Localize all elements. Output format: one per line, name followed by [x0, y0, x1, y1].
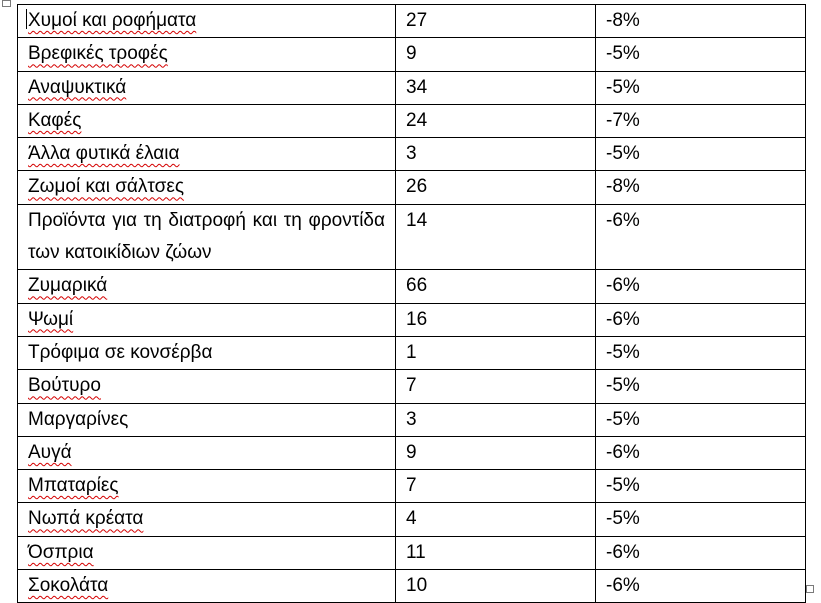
table-row	[18, 303, 806, 336]
product-name-cell[interactable]	[18, 138, 396, 171]
table-move-handle[interactable]	[2, 0, 11, 7]
table-row	[18, 270, 806, 303]
count-cell[interactable]: 9	[396, 38, 596, 71]
product-name-cell[interactable]	[18, 436, 396, 469]
table-row	[18, 336, 806, 369]
product-name: Προϊόντα για τη διατροφή και τη φροντίδα των κατοικίδιων ζώων	[28, 209, 385, 264]
product-name-cell[interactable]	[18, 171, 396, 204]
table-row	[18, 403, 806, 436]
count-cell[interactable]: 24	[396, 104, 596, 137]
product-name-cell[interactable]	[18, 270, 396, 303]
table-row	[18, 503, 806, 536]
count-cell[interactable]: 9	[396, 436, 596, 469]
count-cell[interactable]: 3	[396, 403, 596, 436]
change-cell[interactable]: -5%	[596, 370, 806, 403]
change-cell[interactable]: -5%	[596, 336, 806, 369]
table-body	[18, 5, 806, 603]
table-row	[18, 536, 806, 569]
products-table	[17, 4, 806, 603]
change-cell[interactable]: -5%	[596, 38, 806, 71]
product-name: Ζωμοί και σάλτσες	[28, 176, 185, 198]
product-name-cell[interactable]	[18, 303, 396, 336]
table-row	[18, 104, 806, 137]
change-cell[interactable]: -8%	[596, 171, 806, 204]
count-cell[interactable]: 4	[396, 503, 596, 536]
product-name: Αυγά	[28, 441, 72, 463]
table-row	[18, 470, 806, 503]
change-cell[interactable]: -5%	[596, 403, 806, 436]
product-name: Τρόφιμα σε κονσέρβα	[28, 341, 213, 363]
product-name-cell[interactable]	[18, 570, 396, 603]
count-cell[interactable]: 26	[396, 171, 596, 204]
product-name-cell[interactable]	[18, 470, 396, 503]
change-cell[interactable]: -5%	[596, 71, 806, 104]
count-cell[interactable]: 11	[396, 536, 596, 569]
count-cell[interactable]: 7	[396, 370, 596, 403]
change-cell[interactable]: -6%	[596, 303, 806, 336]
product-name-cell[interactable]	[18, 71, 396, 104]
product-name-cell[interactable]	[18, 336, 396, 369]
product-name-cell[interactable]	[18, 536, 396, 569]
change-cell[interactable]: -6%	[596, 536, 806, 569]
product-name: Καφές	[28, 109, 82, 131]
table-row	[18, 370, 806, 403]
table-row	[18, 71, 806, 104]
table-resize-handle[interactable]	[806, 585, 814, 593]
product-name: Αναψυκτικά	[28, 76, 127, 98]
product-name: Χυμοί και ροφήματα	[28, 10, 197, 31]
table-row	[18, 570, 806, 603]
count-cell[interactable]: 27	[396, 5, 596, 38]
product-name: Σοκολάτα	[28, 575, 109, 597]
table-row	[18, 204, 806, 270]
change-cell[interactable]: -6%	[596, 570, 806, 603]
count-cell[interactable]: 1	[396, 336, 596, 369]
table-row	[18, 171, 806, 204]
count-cell[interactable]: 3	[396, 138, 596, 171]
table-row	[18, 138, 806, 171]
product-name-cell[interactable]	[18, 38, 396, 71]
product-name-cell[interactable]	[18, 104, 396, 137]
product-name: Μπαταρίες	[28, 475, 119, 497]
count-cell[interactable]: 14	[396, 204, 596, 270]
product-name: Βούτυρο	[28, 375, 101, 397]
change-cell[interactable]: -5%	[596, 138, 806, 171]
change-cell[interactable]: -8%	[596, 5, 806, 38]
change-cell[interactable]: -5%	[596, 470, 806, 503]
product-name: Ζυμαρικά	[28, 275, 108, 297]
text-cursor	[26, 9, 27, 29]
count-cell[interactable]: 34	[396, 71, 596, 104]
product-name-cell[interactable]	[18, 5, 396, 38]
product-name: Μαργαρίνες	[28, 408, 129, 430]
change-cell[interactable]: -6%	[596, 436, 806, 469]
count-cell[interactable]: 66	[396, 270, 596, 303]
product-name: Όσπρια	[28, 541, 94, 563]
product-name: Νωπά κρέατα	[28, 508, 144, 530]
product-name-cell[interactable]	[18, 403, 396, 436]
change-cell[interactable]: -6%	[596, 270, 806, 303]
change-cell[interactable]: -6%	[596, 204, 806, 270]
product-name: Άλλα φυτικά έλαια	[28, 143, 180, 165]
count-cell[interactable]: 7	[396, 470, 596, 503]
table-row	[18, 5, 806, 38]
product-name: Ψωμί	[28, 308, 74, 330]
table-row	[18, 436, 806, 469]
change-cell[interactable]: -7%	[596, 104, 806, 137]
product-name-cell[interactable]	[18, 204, 396, 270]
count-cell[interactable]: 16	[396, 303, 596, 336]
product-name: Βρεφικές τροφές	[28, 43, 168, 65]
count-cell[interactable]: 10	[396, 570, 596, 603]
product-name-cell[interactable]	[18, 503, 396, 536]
table-row	[18, 38, 806, 71]
change-cell[interactable]: -5%	[596, 503, 806, 536]
product-name-cell[interactable]	[18, 370, 396, 403]
